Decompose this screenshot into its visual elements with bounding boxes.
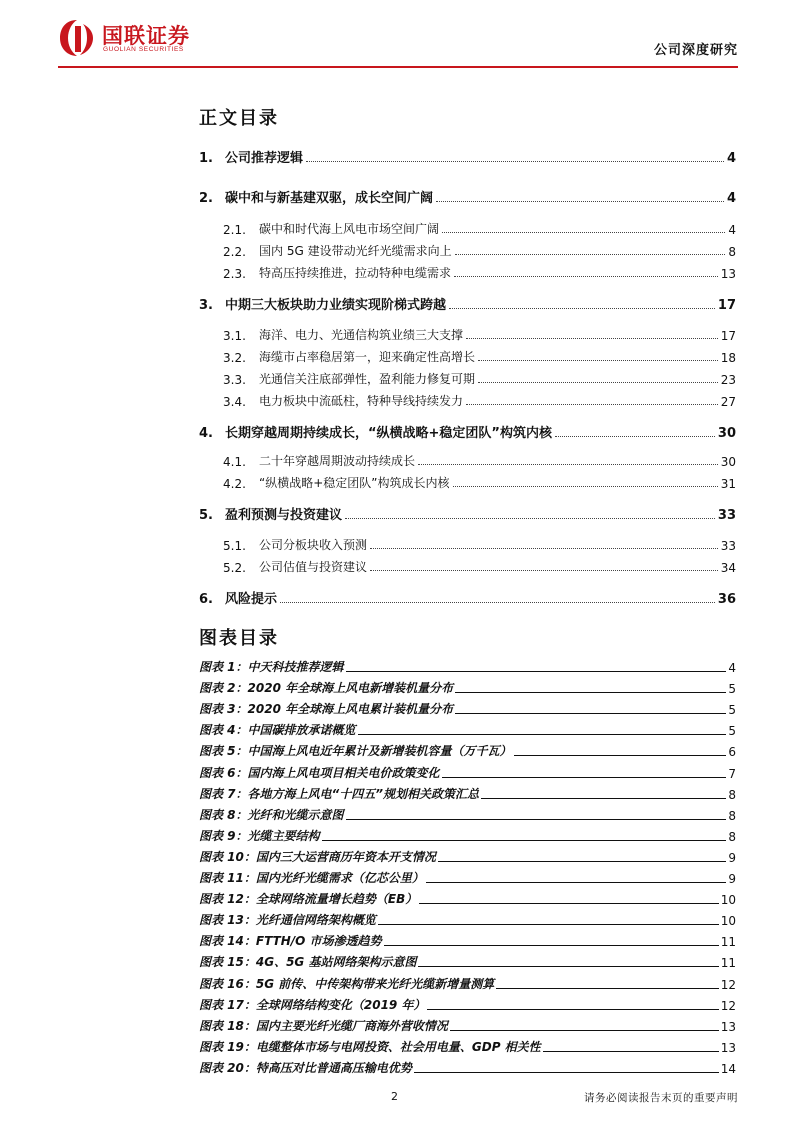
toc-entry[interactable] bbox=[199, 370, 736, 387]
toc-entry-page: 17 bbox=[717, 298, 736, 313]
toc-entry[interactable] bbox=[199, 452, 736, 469]
toc-entry-number: 6. bbox=[199, 592, 213, 607]
page-number: 2 bbox=[391, 1090, 398, 1103]
toc-entry-page: 4 bbox=[726, 151, 736, 166]
toc-entry[interactable] bbox=[199, 504, 736, 523]
toc-entry-title: 公司推荐逻辑 bbox=[225, 151, 304, 166]
leader-line bbox=[418, 966, 718, 967]
toc-entry[interactable] bbox=[199, 474, 736, 491]
toc-entry-title: 国内 5G 建设带动光纤光缆需求向上 bbox=[259, 244, 452, 258]
toc-entry-page: 4 bbox=[728, 223, 736, 237]
figure-entry-title: 图表 1：中天科技推荐逻辑 bbox=[199, 660, 344, 674]
figure-entry[interactable] bbox=[199, 890, 736, 907]
header-divider bbox=[58, 66, 738, 68]
dot-leader bbox=[466, 338, 718, 339]
toc-entry-page: 36 bbox=[717, 592, 736, 607]
leader-line bbox=[426, 882, 726, 883]
leader-line bbox=[455, 692, 726, 693]
leader-line bbox=[346, 671, 727, 672]
figure-entry[interactable] bbox=[199, 742, 736, 759]
figure-entry-title: 图表 18：国内主要光纤光缆厂商海外营收情况 bbox=[199, 1018, 448, 1033]
figure-entry-page: 11 bbox=[720, 956, 736, 971]
dot-leader bbox=[370, 548, 718, 549]
toc-entry-title: 公司分板块收入预测 bbox=[259, 538, 368, 552]
toc-entry[interactable] bbox=[199, 558, 736, 575]
toc-entry-page: 8 bbox=[728, 245, 736, 259]
leader-line bbox=[450, 1030, 719, 1031]
figure-entry-page: 12 bbox=[720, 998, 736, 1013]
dot-leader bbox=[454, 276, 718, 277]
toc-entry-title: 特高压持续推进，拉动特种电缆需求 bbox=[259, 266, 452, 280]
figure-entry-page: 9 bbox=[728, 872, 736, 886]
figure-entry-page: 5 bbox=[728, 703, 736, 718]
dot-leader bbox=[455, 254, 726, 255]
figure-entry[interactable] bbox=[199, 953, 736, 970]
figure-entry[interactable] bbox=[199, 785, 736, 802]
figure-entry-title: 图表 19：电缆整体市场与电网投资、社会用电量、GDP 相关性 bbox=[199, 1039, 541, 1054]
toc-entry-number: 4. bbox=[199, 426, 213, 441]
toc-entry[interactable] bbox=[199, 348, 736, 365]
leader-line bbox=[427, 1009, 718, 1010]
company-logo bbox=[58, 14, 208, 62]
leader-line bbox=[514, 755, 727, 756]
toc-entry-number: 3.4. bbox=[223, 395, 246, 409]
figure-entry-title: 图表 20：特高压对比普通高压输电优势 bbox=[199, 1060, 412, 1075]
figure-entry[interactable] bbox=[199, 658, 736, 675]
toc-entry-title: 海缆市占率稳居第一，迎来确定性高增长 bbox=[259, 350, 476, 364]
logo-mark-icon bbox=[58, 18, 96, 58]
dot-leader bbox=[370, 570, 718, 571]
dot-leader bbox=[478, 382, 718, 383]
leader-line bbox=[438, 861, 726, 862]
figure-entry-title: 图表 14：FTTH/O 市场渗透趋势 bbox=[199, 934, 382, 949]
figure-entry[interactable] bbox=[199, 679, 736, 696]
leader-line bbox=[419, 903, 718, 904]
figure-entry[interactable] bbox=[199, 996, 736, 1013]
figure-entry-page: 8 bbox=[728, 808, 736, 823]
figure-entry[interactable] bbox=[199, 1017, 736, 1034]
toc-entry[interactable] bbox=[199, 422, 736, 441]
figure-entry-page: 8 bbox=[728, 829, 736, 844]
figure-entry[interactable] bbox=[199, 1059, 736, 1076]
figure-entry[interactable] bbox=[199, 911, 736, 928]
dot-leader bbox=[442, 232, 725, 233]
figure-entry-title: 图表 15：4G、5G 基站网络架构示意图 bbox=[199, 955, 417, 970]
toc-entry-page: 34 bbox=[720, 561, 736, 575]
leader-line bbox=[496, 988, 718, 989]
toc-entry-page: 30 bbox=[717, 426, 736, 441]
leader-line bbox=[455, 713, 726, 714]
toc-entry[interactable] bbox=[199, 187, 736, 206]
figure-entry-page: 13 bbox=[720, 1019, 736, 1034]
toc-entry-number: 5.2. bbox=[223, 561, 246, 575]
logo-english-name: GUOLIAN SECURITIES bbox=[103, 46, 184, 53]
figure-entry-page: 14 bbox=[720, 1061, 736, 1076]
toc-entry-page: 31 bbox=[720, 477, 736, 491]
report-type-label: 公司深度研究 bbox=[653, 43, 738, 58]
toc-entry-page: 4 bbox=[726, 191, 736, 206]
toc-entry-title: 碳中和与新基建双驱，成长空间广阔 bbox=[225, 191, 434, 206]
leader-line bbox=[378, 924, 719, 925]
figure-entry-page: 13 bbox=[720, 1040, 736, 1055]
toc-entry[interactable] bbox=[199, 264, 736, 281]
toc-entry-number: 3. bbox=[199, 298, 213, 313]
figure-entry-title: 图表 11：国内光纤光缆需求（亿芯公里） bbox=[199, 871, 424, 885]
leader-line bbox=[322, 840, 727, 841]
toc-entry-number: 2. bbox=[199, 191, 213, 206]
toc-entry[interactable] bbox=[199, 147, 736, 166]
figure-entry-page: 10 bbox=[720, 893, 736, 908]
leader-line bbox=[358, 734, 727, 735]
toc-entry[interactable] bbox=[199, 326, 736, 343]
figure-entry[interactable] bbox=[199, 827, 736, 844]
toc-entry-number: 1. bbox=[199, 151, 213, 166]
figure-entry-title: 图表 8：光纤和光缆示意图 bbox=[199, 807, 344, 822]
leader-line bbox=[346, 819, 727, 820]
figure-entry[interactable] bbox=[199, 700, 736, 717]
figure-entry-page: 11 bbox=[720, 935, 736, 950]
toc-entry-page: 27 bbox=[720, 395, 736, 409]
figure-entry-page: 5 bbox=[728, 724, 736, 739]
dot-leader bbox=[306, 161, 724, 162]
toc-entry-number: 2.2. bbox=[223, 245, 246, 259]
figure-entry-title: 图表 17：全球网络结构变化（2019 年） bbox=[199, 997, 426, 1012]
toc-entry-title: 电力板块中流砥柱，特种导线持续发力 bbox=[259, 394, 464, 408]
figure-entry-page: 9 bbox=[728, 850, 736, 865]
toc-entry-number: 3.2. bbox=[223, 351, 246, 365]
toc-entry-title: “纵横战略+稳定团队”构筑成长内核 bbox=[259, 476, 450, 490]
figure-entry-title: 图表 2：2020 年全球海上风电新增装机量分布 bbox=[199, 681, 454, 696]
toc-entry[interactable] bbox=[199, 242, 736, 259]
toc-entry-title: 盈利预测与投资建议 bbox=[225, 508, 343, 523]
figure-entry-page: 5 bbox=[728, 682, 736, 697]
toc-entry-page: 23 bbox=[720, 373, 736, 387]
dot-leader bbox=[280, 602, 715, 603]
toc-entry-title: 风险提示 bbox=[225, 592, 278, 607]
toc-entry-number: 5. bbox=[199, 508, 213, 523]
toc-entry-page: 18 bbox=[720, 351, 736, 365]
dot-leader bbox=[478, 360, 718, 361]
dot-leader bbox=[436, 201, 724, 202]
figure-entry-title: 图表 10：国内三大运营商历年资本开支情况 bbox=[199, 849, 436, 864]
figure-entry-page: 8 bbox=[728, 787, 736, 802]
figure-entry[interactable] bbox=[199, 975, 736, 992]
figure-list-title: 图表目录 bbox=[199, 628, 279, 649]
figure-entry-title: 图表 13：光纤通信网络架构概览 bbox=[199, 913, 376, 928]
leader-line bbox=[543, 1051, 719, 1052]
figure-entry[interactable] bbox=[199, 721, 736, 738]
toc-entry-number: 3.1. bbox=[223, 329, 246, 343]
figure-entry-page: 4 bbox=[728, 661, 736, 675]
leader-line bbox=[481, 798, 726, 799]
toc-entry-number: 4.2. bbox=[223, 477, 246, 491]
toc-entry-title: 长期穿越周期持续成长，“纵横战略+稳定团队”构筑内核 bbox=[225, 426, 552, 441]
figure-entry[interactable] bbox=[199, 1038, 736, 1055]
figure-entry-title: 图表 3：2020 年全球海上风电累计装机量分布 bbox=[199, 702, 454, 717]
toc-entry-number: 2.3. bbox=[223, 267, 246, 281]
toc-entry[interactable] bbox=[199, 588, 736, 607]
figure-entry[interactable] bbox=[199, 764, 736, 781]
figure-entry[interactable] bbox=[199, 932, 736, 949]
figure-entry[interactable] bbox=[199, 869, 736, 886]
figure-entry[interactable] bbox=[199, 806, 736, 823]
figure-entry-page: 7 bbox=[728, 766, 736, 781]
toc-entry-title: 光通信关注底部弹性，盈利能力修复可期 bbox=[259, 372, 476, 386]
toc-entry-number: 4.1. bbox=[223, 455, 246, 469]
toc-entry[interactable] bbox=[199, 392, 736, 409]
logo-chinese-name: 国联证券 bbox=[102, 24, 190, 48]
toc-title: 正文目录 bbox=[199, 108, 279, 129]
page-footer bbox=[58, 1082, 738, 1112]
toc-entry-page: 30 bbox=[720, 455, 736, 469]
dot-leader bbox=[449, 308, 715, 309]
leader-line bbox=[442, 777, 727, 778]
dot-leader bbox=[555, 436, 715, 437]
figure-entry-title: 图表 4：中国碳排放承诺概览 bbox=[199, 723, 356, 738]
toc-entry-number: 5.1. bbox=[223, 539, 246, 553]
figure-entry-page: 10 bbox=[720, 914, 736, 929]
toc-entry[interactable] bbox=[199, 536, 736, 553]
toc-entry-title: 碳中和时代海上风电市场空间广阔 bbox=[259, 222, 440, 236]
figure-entry[interactable] bbox=[199, 848, 736, 865]
toc-entry-number: 3.3. bbox=[223, 373, 246, 387]
figure-entry-title: 图表 9：光缆主要结构 bbox=[199, 828, 320, 843]
figure-entry-title: 图表 5：中国海上风电近年累计及新增装机容量（万千瓦） bbox=[199, 744, 512, 759]
toc-entry[interactable] bbox=[199, 294, 736, 313]
dot-leader bbox=[453, 486, 718, 487]
toc-entry-page: 33 bbox=[717, 508, 736, 523]
disclaimer-notice: 请务必阅读报告末页的重要声明 bbox=[584, 1092, 738, 1104]
toc-entry-page: 17 bbox=[720, 329, 736, 343]
figure-entry-title: 图表 6：国内海上风电项目相关电价政策变化 bbox=[199, 765, 440, 780]
toc-entry-title: 二十年穿越周期波动持续成长 bbox=[259, 454, 416, 468]
dot-leader bbox=[345, 518, 715, 519]
leader-line bbox=[414, 1072, 719, 1073]
leader-line bbox=[384, 945, 719, 946]
figure-entry-title: 图表 16：5G 前传、中传架构带来光纤光缆新增量测算 bbox=[199, 976, 495, 991]
toc-entry-title: 中期三大板块助力业绩实现阶梯式跨越 bbox=[225, 298, 447, 313]
toc-entry-title: 公司估值与投资建议 bbox=[259, 560, 368, 574]
toc-entry-page: 13 bbox=[720, 267, 736, 281]
figure-entry-title: 图表 7：各地方海上风电“十四五”规划相关政策汇总 bbox=[199, 786, 479, 801]
toc-entry-page: 33 bbox=[720, 539, 736, 553]
toc-entry-title: 海洋、电力、光通信构筑业绩三大支撑 bbox=[259, 328, 464, 342]
page-header bbox=[58, 14, 738, 68]
toc-entry[interactable] bbox=[199, 220, 736, 237]
figure-entry-page: 6 bbox=[728, 745, 736, 760]
figure-entry-page: 12 bbox=[720, 977, 736, 992]
figure-entry-title: 图表 12：全球网络流量增长趋势（EB） bbox=[199, 892, 418, 907]
dot-leader bbox=[418, 464, 718, 465]
toc-entry-number: 2.1. bbox=[223, 223, 246, 237]
dot-leader bbox=[466, 404, 718, 405]
